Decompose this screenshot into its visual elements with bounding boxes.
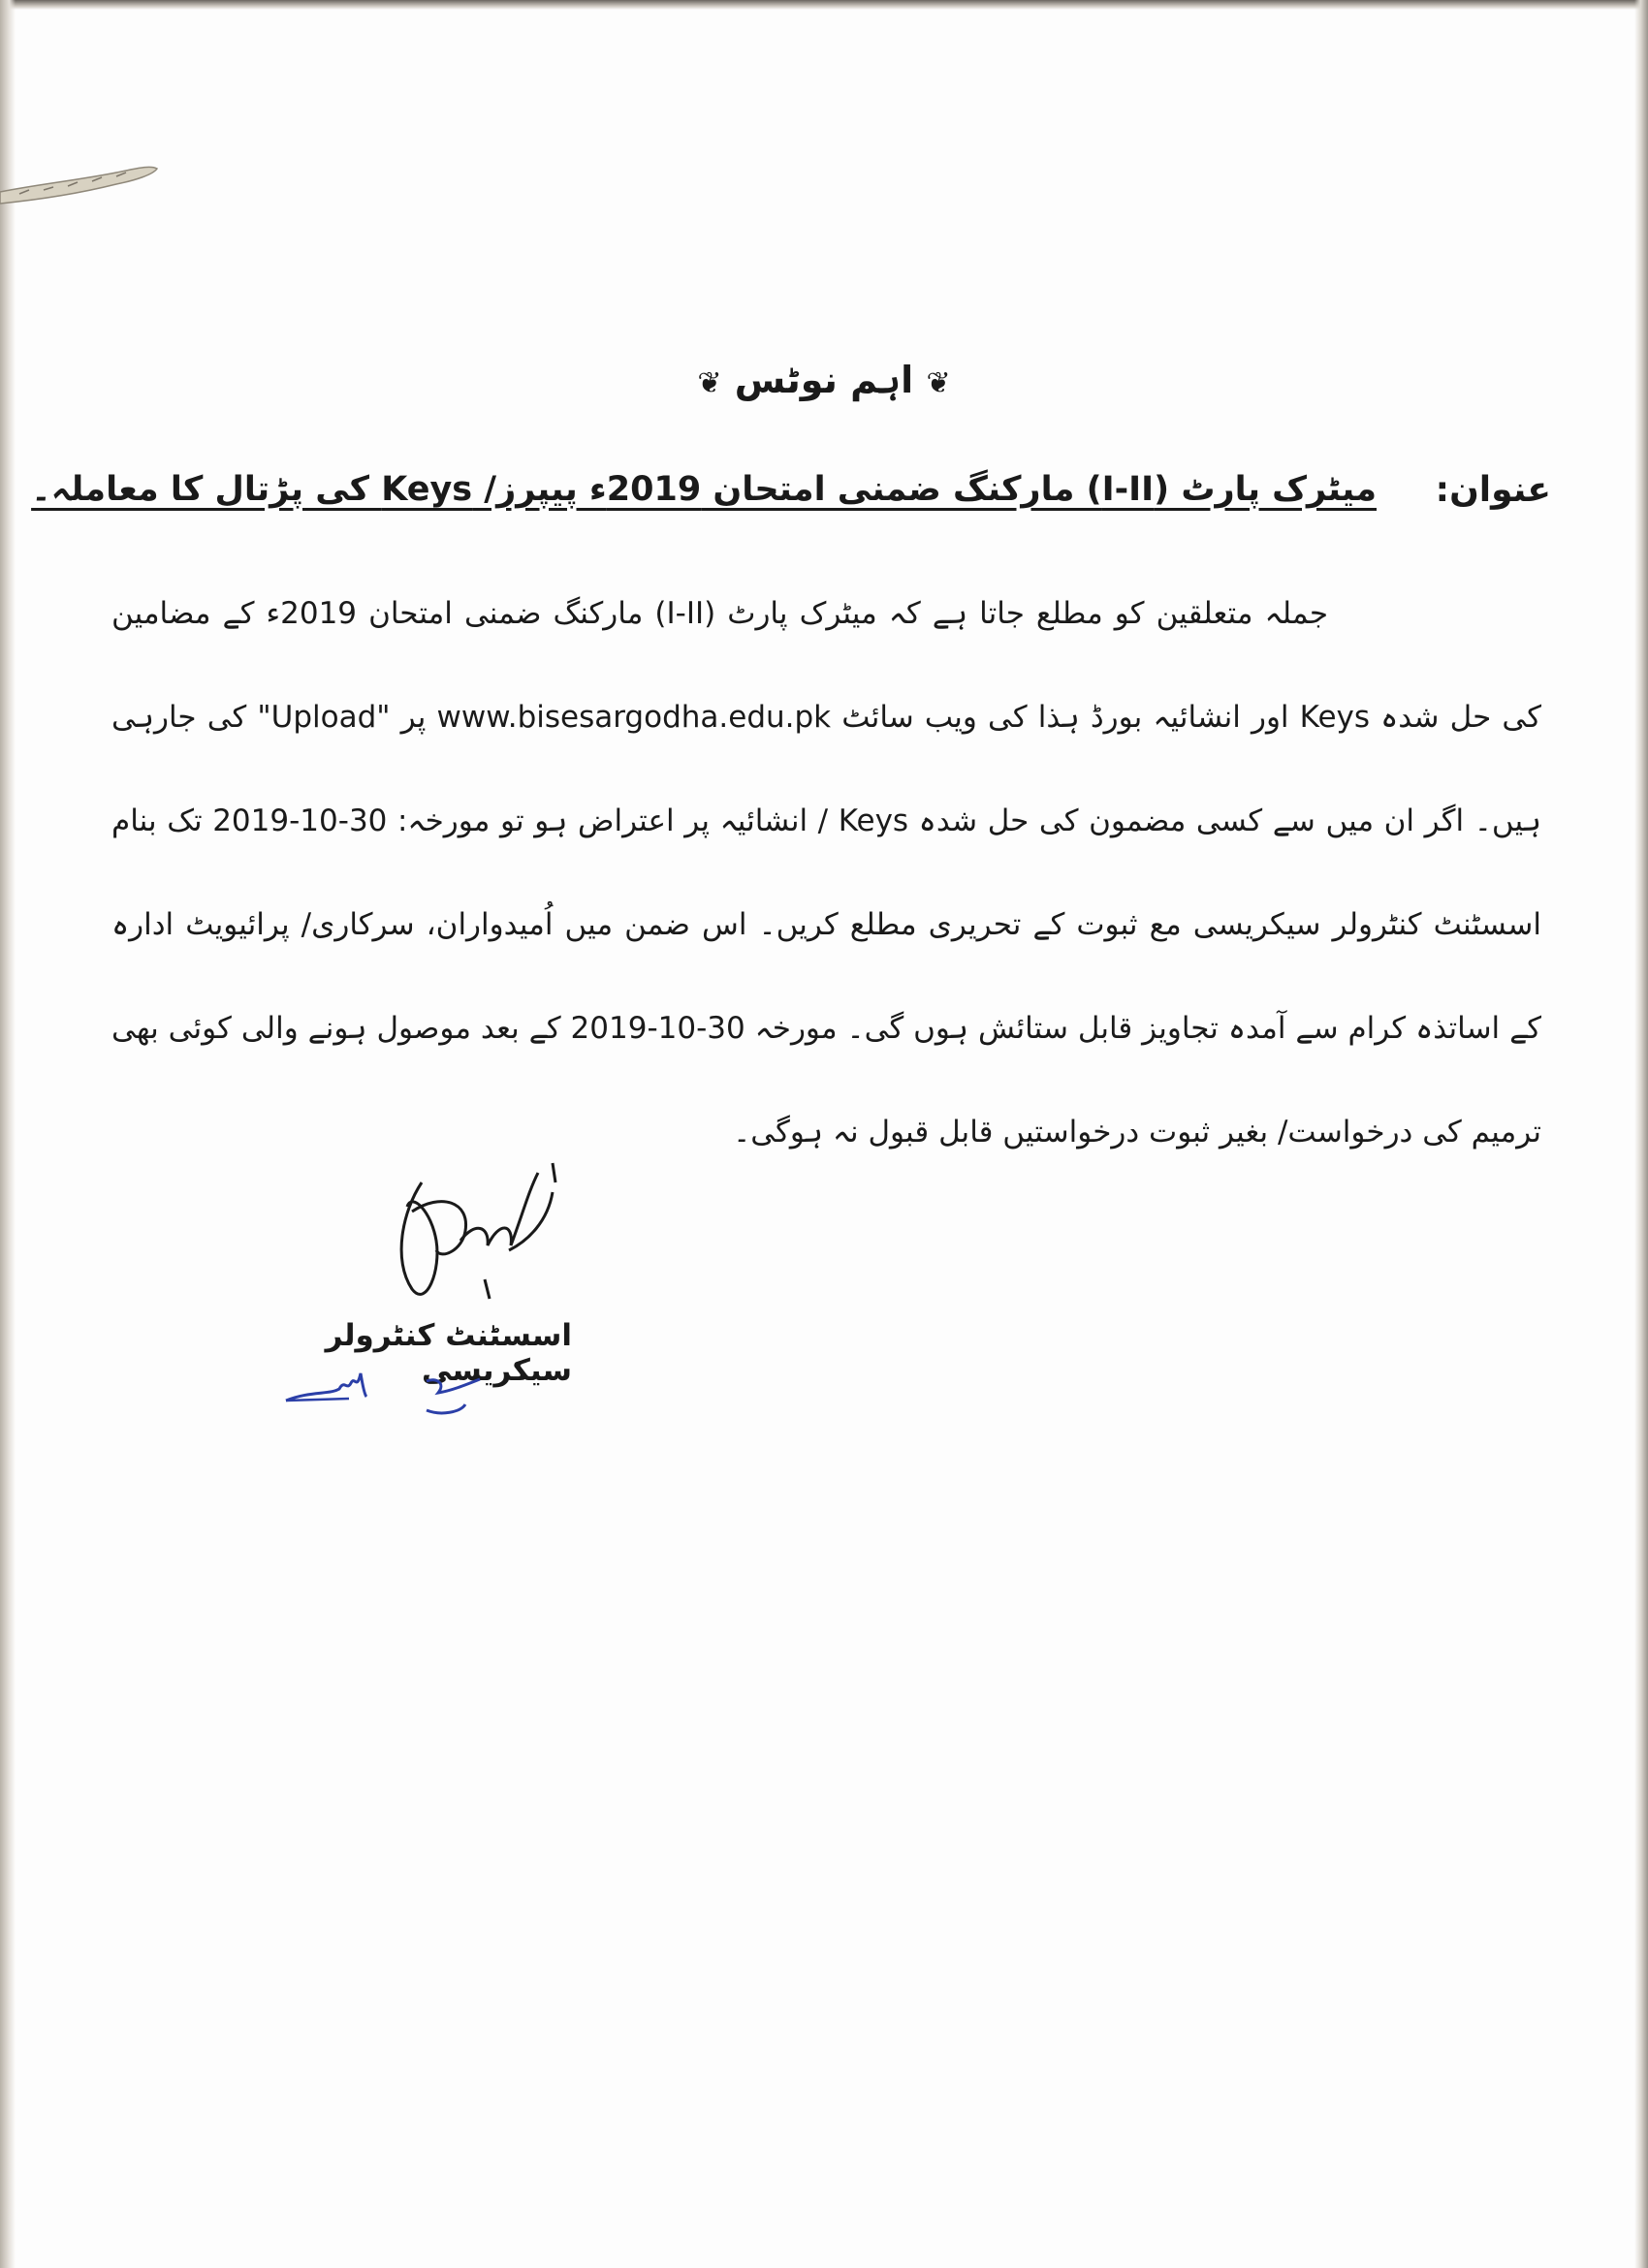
- subject-label: عنوان:: [1435, 470, 1551, 510]
- notice-body: [111, 562, 1541, 1184]
- subject-row: [31, 470, 1551, 528]
- page-top-edge: [0, 0, 1648, 10]
- page-right-edge: [1634, 0, 1648, 2268]
- notice-heading: [679, 359, 969, 401]
- body-paragraph: جملہ متعلقین کو مطلع جاتا ہے کہ میٹرک پارٹ (I-II) مارکنگ ضمنی امتحان 2019ء کے مضامین کی حل شدہ Keys اور انشائیہ بورڈ ہذا کی ویب سائٹ www.bisesargodha.edu.pk پر "Upload" کی جارہی ہیں۔ اگر ان میں سے کسی مضمون کی حل شدہ Keys / انشائیہ پر اعتراض ہو تو مورخہ: 30-10-2019 تک بنام اسسٹنٹ کنٹرولر سیکریسی مع ثبوت کے تحریری مطلع کریں۔ اس ضمن میں اُمیدواران، سرکاری/ پرائیویٹ ادارہ کے اساتذہ کرام سے آمدہ تجاویز قابل ستائش ہوں گی۔ مورخہ 30-10-2019 کے بعد موصول ہونے والی کوئی بھی ترمیم کی درخواست/ بغیر ثبوت درخواستیں قابل قبول نہ ہوگی۔: [111, 596, 1542, 1150]
- page-left-edge: [0, 0, 16, 2268]
- notice-title: اہم نوٹس: [734, 359, 914, 401]
- subject-text: میٹرک پارٹ (I-II) مارکنگ ضمنی امتحان 2019ء پیپرز/ Keys کی پڑتال کا معاملہ۔: [31, 470, 1377, 509]
- ornament-right: ❦: [926, 366, 951, 400]
- signatory-title: اسسٹنٹ کنٹرولر سیکریسی: [325, 1318, 572, 1388]
- signature-icon: [383, 1153, 577, 1308]
- ornament-left: ❦: [697, 366, 722, 400]
- blue-initials-icon: [281, 1362, 514, 1430]
- binding-thread: [0, 155, 165, 223]
